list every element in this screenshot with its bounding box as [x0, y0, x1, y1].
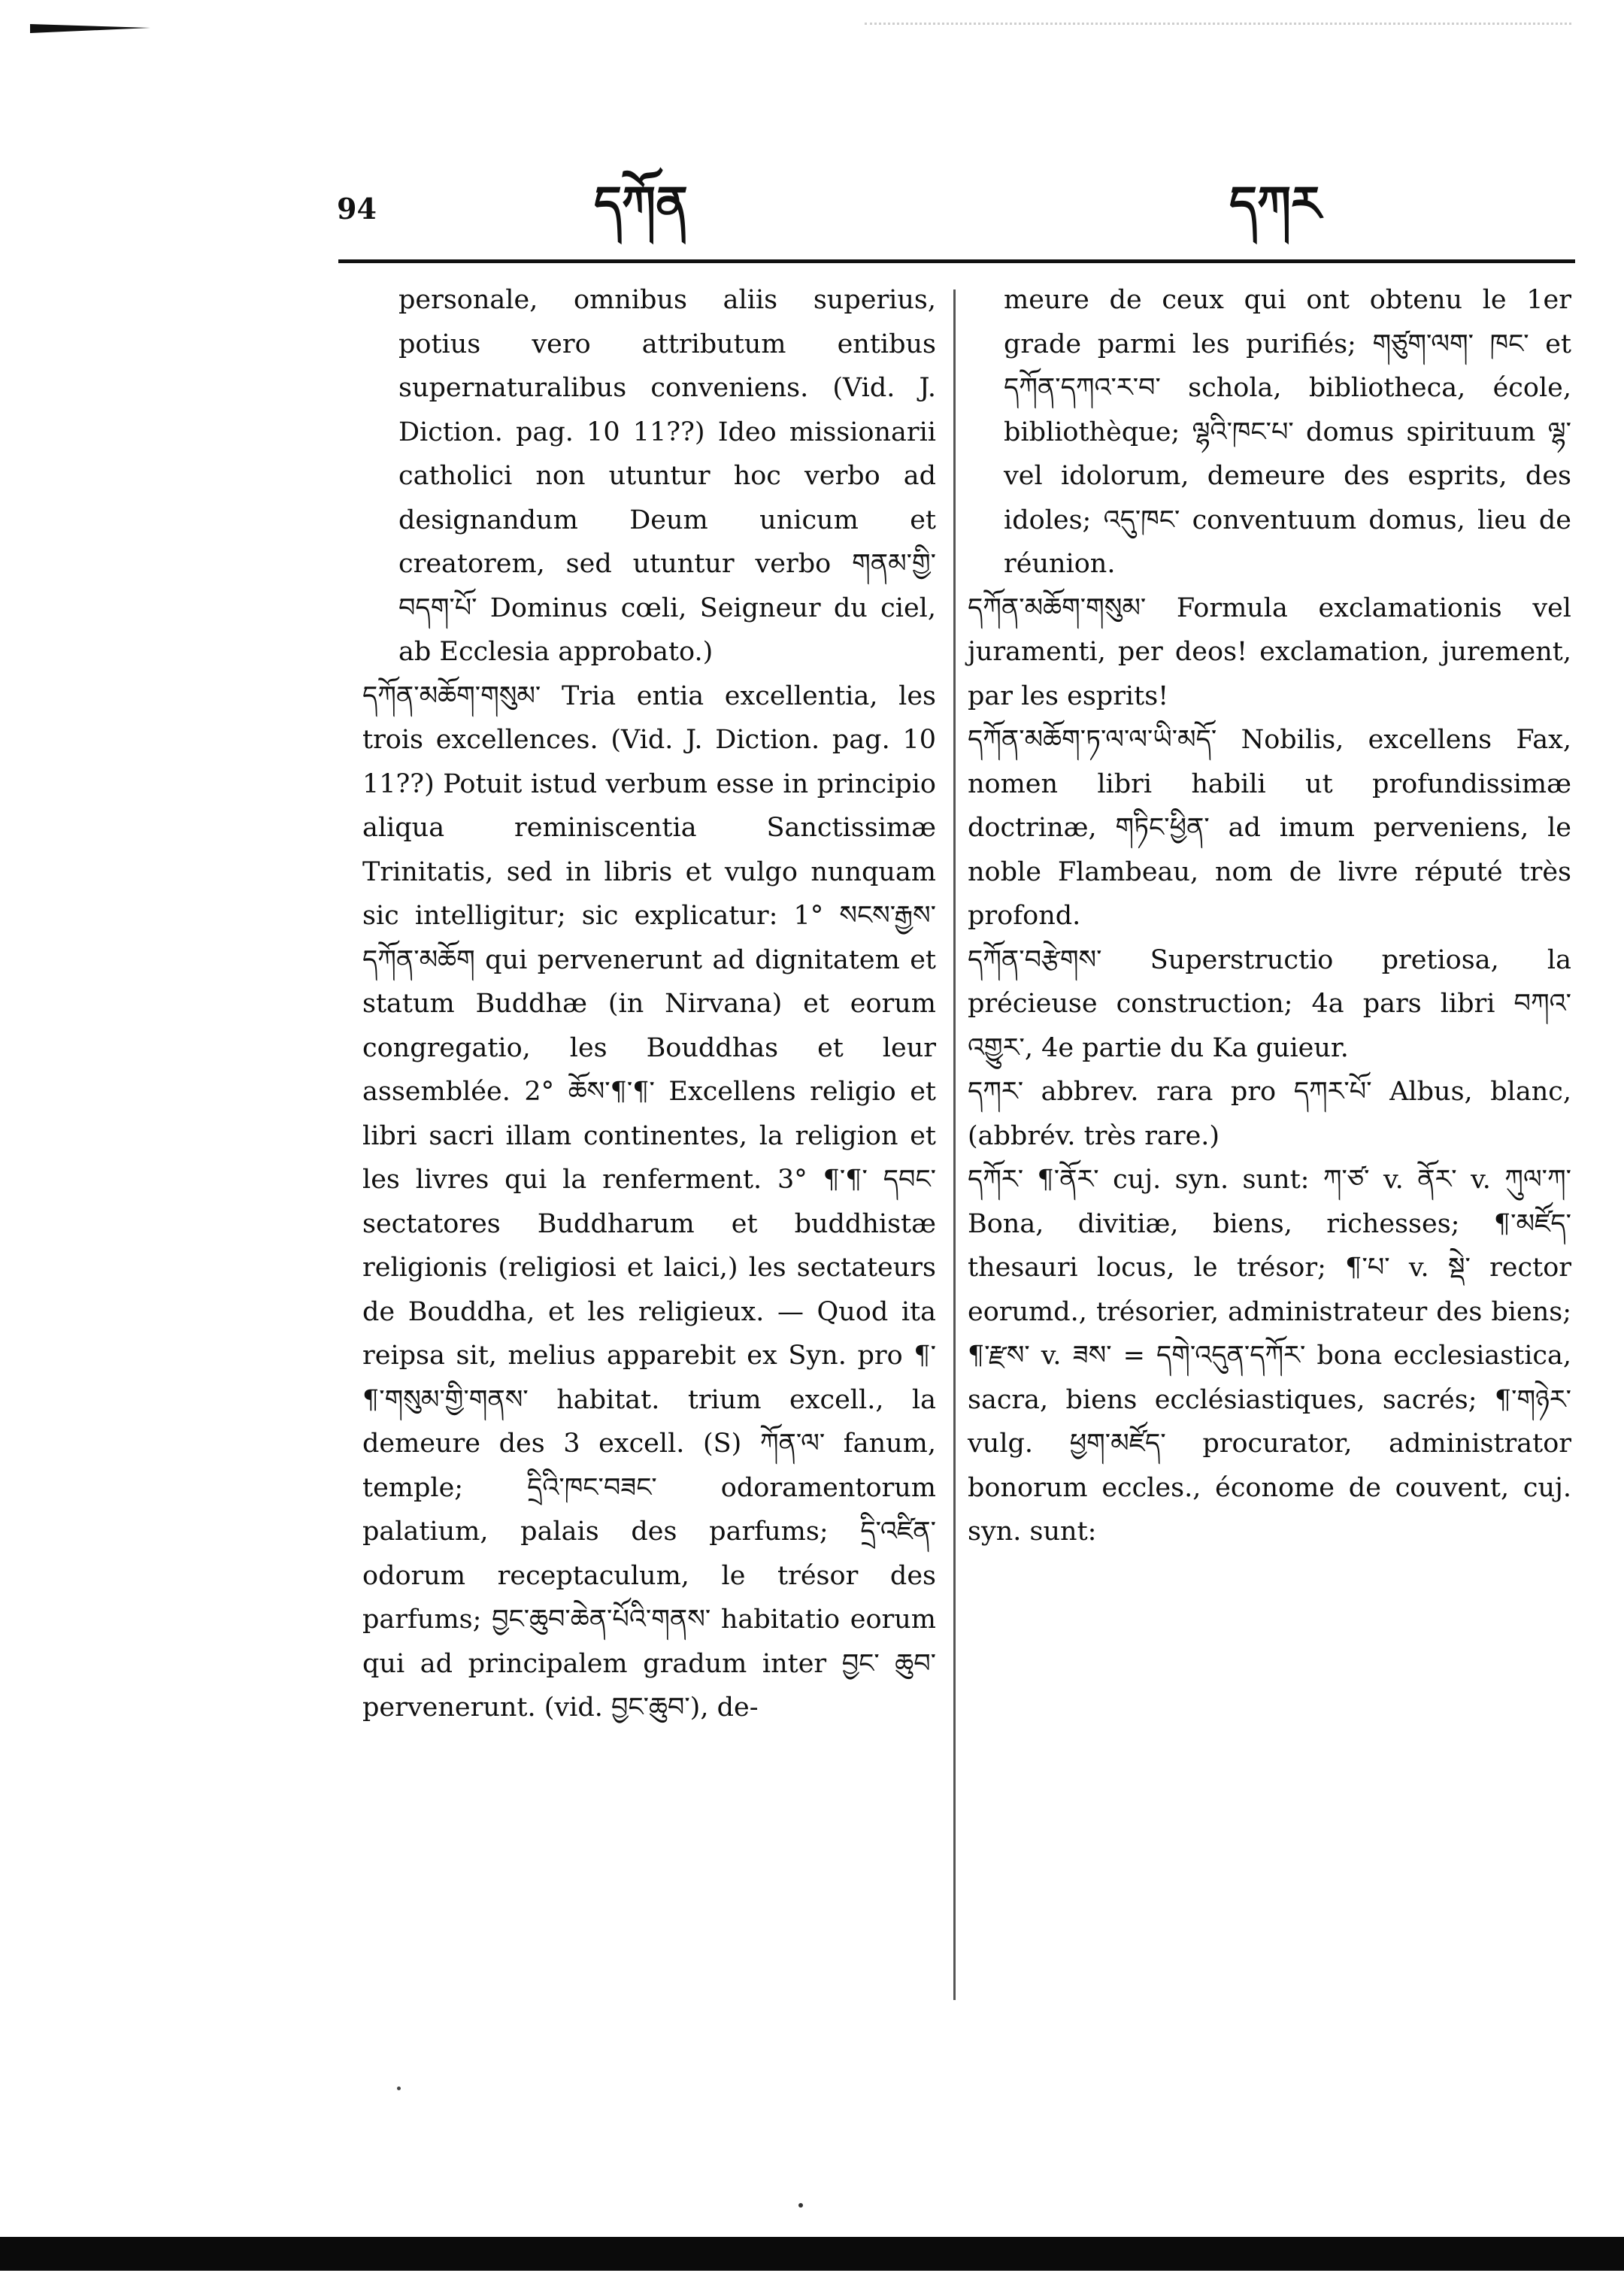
column-divider [953, 289, 956, 2000]
entry-continuation: personale, omnibus aliis superius, potius vero attributum entibus supernaturalibus conveniens. (Vid. J. Diction. pag. 10 11??) Ideo missionarii catholici non utuntur hoc verbo ad designandum Deum unicum et creatorem, sed utuntur verbo གནམ་གྱི་བདག་པོ་ Dominus cœli, Seigneur du ciel, ab Ecclesia approbato.) [398, 285, 936, 667]
right-column [968, 278, 1571, 1554]
header-rule [338, 259, 1575, 263]
top-edge-dots [865, 23, 1571, 25]
page-number: 94 [337, 192, 377, 226]
scan-speck [397, 2087, 401, 2090]
running-head-left: དཀོན [594, 176, 688, 232]
entry-dkon-mchog-gsum: དཀོན་མཆོག་གསུམ་ Tria entia excellentia, les trois excellences. (Vid. J. Diction. pag. 10 11??) Potuit istud verbum esse in principio aliqua reminiscentia Sanctissimæ Trinitatis, sed in libris et vulgo nunquam sic intelligitur; sic explicatur: 1° སངས་རྒྱས་དཀོན་མཆོག qui pervenerunt ad dignitatem et statum Buddhæ (in Nirvana) et eorum congregatio, les Bouddhas et leur assemblée. 2° ཆོས་¶་¶་ Excellens religio et libri sacri illam continentes, la religion et les livres qui la renferment. 3° ¶་¶་ དབང་ sectatores Buddharum et buddhistæ religionis (religiosi et laici,) les sectateurs de Bouddha, et les religieux. — Quod ita reipsa sit, melius apparebit ex Syn. pro ¶་¶་གསུམ་གྱི་གནས་ habitat. trium excell., la demeure des 3 excell. (S) ཀོན་ལ་ fanum, temple; དྲིའི་ཁང་བཟང་ odoramentorum palatium, palais des parfums; དྲི་འཛིན་ odorum receptaculum, le trésor des parfums; བྱང་ཆུབ་ཆེན་པོའི་གནས་ habitatio eorum qui ad principalem gradum inter བྱང་ ཆུབ་ pervenerunt. (vid. བྱང་ཆུབ་), de- [362, 680, 936, 1723]
entry-superstructio: དཀོན་བརྩེགས་ Superstructio pretiosa, la précieuse construction; 4a pars libri བཀའ་འགྱུར་, 4e partie du Ka guieur. [968, 944, 1571, 1063]
left-column [362, 278, 936, 1730]
entry-nobilis-fax: དཀོན་མཆོག་ཏ་ལ་ལ་ཡི་མདོ་ Nobilis, excellens Fax, nomen libri habili ut profundissimæ doctrinæ, གཏིང་ཕྱིན་ ad imum perveniens, le noble Flambeau, nom de livre réputé très profond. [968, 725, 1571, 931]
entry-dkar-abbrev: དཀར་ abbrev. rara pro དཀར་པོ་ Albus, blanc, (abbrév. très rare.) [968, 1077, 1571, 1151]
scan-speck [798, 2203, 803, 2208]
entry-continuation-right: meure de ceux qui ont obtenu le 1er grade parmi les purifiés; གཙུག་ལག་ ཁང་ et དཀོན་དཀའ་ར་བ་ schola, bibliotheca, école, bibliothèque; ལྷའི་ཁང་པ་ domus spirituum ལྷ་ vel idolorum, demeure des esprits, des idoles; འདུ་ཁང་ conventuum domus, lieu de réunion. [1004, 285, 1571, 579]
bottom-scan-band [0, 2237, 1624, 2271]
entry-dkor: དཀོར་ ¶་ནོར་ cuj. syn. sunt: ཀ་ཙ་ v. ནོར་ v. ཀུལ་ཀ་ Bona, divitiæ, biens, richesses; ¶་མཛོད་ thesauri locus, le trésor; ¶་པ་ v. སྡེ་ rector eorumd., trésorier, administrateur des biens; ¶་རྫས་ v. ཟས་ = དགེ་འདུན་དཀོར་ bona ecclesiastica, sacra, biens ecclésiastiques, sacrés; ¶་གཉེར་ vulg. ཕྱག་མཛོད་ procurator, administrator bonorum eccles., économe de couvent, cuj. syn. sunt: [968, 1165, 1571, 1547]
running-head-right: དཀར [1229, 176, 1321, 232]
corner-scan-mark [30, 21, 150, 35]
entry-formula-exclamationis: དཀོན་མཆོག་གསུམ་ Formula exclamationis vel juramenti, per deos! exclamation, jurement, par les esprits! [968, 592, 1571, 711]
